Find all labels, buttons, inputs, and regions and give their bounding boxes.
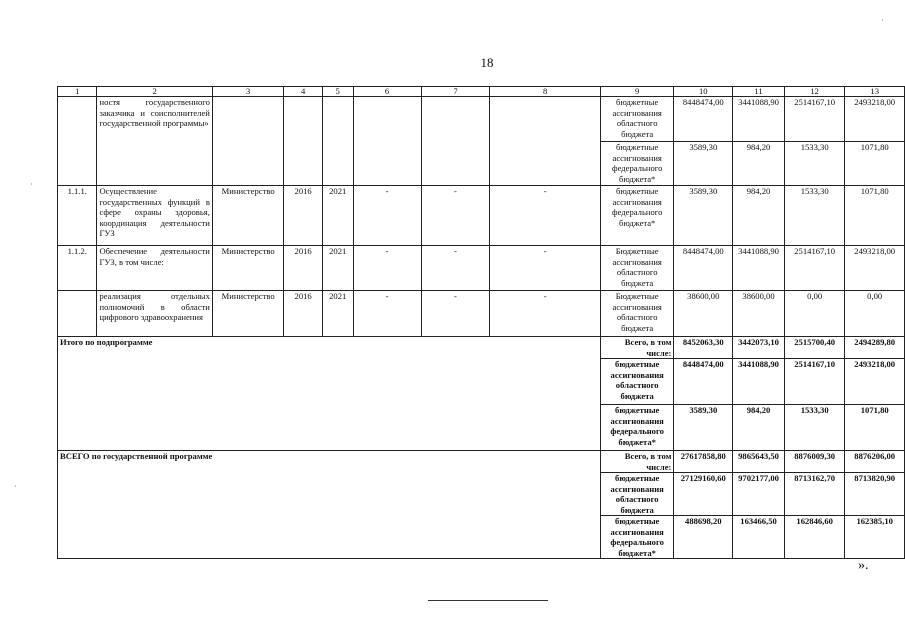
value-cell: 0,00 bbox=[845, 291, 905, 337]
header-cell: 8 bbox=[490, 87, 601, 97]
funding-source-cell: Всего, в том числе: bbox=[600, 451, 673, 473]
col8-cell: - bbox=[490, 246, 601, 291]
value-cell: 3441088,90 bbox=[733, 359, 785, 405]
value-cell: 8713162,70 bbox=[784, 473, 844, 516]
value-cell: 984,20 bbox=[733, 405, 785, 451]
value-cell: 162846,60 bbox=[784, 516, 844, 559]
value-cell: 3589,30 bbox=[674, 142, 733, 186]
col7-cell: - bbox=[421, 291, 490, 337]
header-cell: 13 bbox=[845, 87, 905, 97]
value-cell: 2494289,80 bbox=[845, 337, 905, 359]
col6-cell: - bbox=[353, 186, 421, 246]
value-cell: 0,00 bbox=[784, 291, 844, 337]
value-cell: 488698,20 bbox=[674, 516, 733, 559]
funding-source-cell: бюджетные ассигнования областного бюджета bbox=[600, 97, 673, 142]
value-cell: 2514167,10 bbox=[784, 246, 844, 291]
funding-source-cell: бюджетные ассигнования областного бюджета bbox=[600, 359, 673, 405]
value-cell: 984,20 bbox=[733, 186, 785, 246]
header-cell: 4 bbox=[284, 87, 322, 97]
header-row bbox=[58, 87, 905, 97]
row-number-cell: 1.1.1. bbox=[58, 186, 97, 246]
subtotal-row bbox=[58, 337, 905, 359]
value-cell: 163466,50 bbox=[733, 516, 785, 559]
col6-cell: - bbox=[353, 291, 421, 337]
value-cell: 8448474,00 bbox=[674, 246, 733, 291]
value-cell: 1533,30 bbox=[784, 186, 844, 246]
row-number-cell bbox=[58, 97, 97, 186]
page-number: 18 bbox=[480, 55, 494, 70]
header-cell: 2 bbox=[97, 87, 212, 97]
value-cell: 2514167,10 bbox=[784, 97, 844, 142]
value-cell: 2514167,10 bbox=[784, 359, 844, 405]
value-cell: 3589,30 bbox=[674, 186, 733, 246]
value-cell: 2515700,40 bbox=[784, 337, 844, 359]
subtotal-label: Итого по подпрограмме bbox=[58, 337, 601, 451]
measure-name-cell: реализация отдельных полномочий в области цифрового здравоохранения bbox=[97, 291, 212, 337]
value-cell: 1071,80 bbox=[845, 142, 905, 186]
value-cell: 8452063,30 bbox=[674, 337, 733, 359]
value-cell: 2493218,00 bbox=[845, 359, 905, 405]
row-number-cell bbox=[58, 291, 97, 337]
value-cell: 3442073,10 bbox=[733, 337, 785, 359]
funding-source-cell: бюджетные ассигнования областного бюджета bbox=[600, 473, 673, 516]
end-year-cell bbox=[322, 97, 353, 186]
table-row bbox=[58, 246, 905, 291]
end-year-cell: 2021 bbox=[322, 246, 353, 291]
value-cell: 8876206,00 bbox=[845, 451, 905, 473]
budget-table bbox=[57, 86, 905, 559]
value-cell: 162385,10 bbox=[845, 516, 905, 559]
header-cell: 7 bbox=[421, 87, 490, 97]
col8-cell: - bbox=[490, 186, 601, 246]
value-cell: 38600,00 bbox=[674, 291, 733, 337]
funding-source-cell: бюджетные ассигнования федерального бюджета* bbox=[600, 405, 673, 451]
funding-source-cell: бюджетные ассигнования федерального бюджета* bbox=[600, 186, 673, 246]
start-year-cell bbox=[284, 97, 322, 186]
funding-source-cell: бюджетные ассигнования федерального бюджета* bbox=[600, 142, 673, 186]
col8-cell bbox=[490, 97, 601, 186]
total-row bbox=[58, 451, 905, 473]
value-cell: 3441088,90 bbox=[733, 246, 785, 291]
value-cell: 9865643,50 bbox=[733, 451, 785, 473]
measure-name-cell: ностя государственного заказчика и соисполнителей государственной программы» bbox=[97, 97, 212, 186]
closing-quote: ». bbox=[858, 558, 869, 573]
table-row bbox=[58, 97, 905, 142]
value-cell: 1071,80 bbox=[845, 405, 905, 451]
value-cell: 1533,30 bbox=[784, 405, 844, 451]
measure-name-cell: Обеспечение деятельности ГУЗ, в том числе: bbox=[97, 246, 212, 291]
executor-cell: Министерство bbox=[212, 246, 284, 291]
row-number-cell: 1.1.2. bbox=[58, 246, 97, 291]
funding-source-cell: Всего, в том числе: bbox=[600, 337, 673, 359]
footer-divider bbox=[428, 600, 548, 601]
table-row bbox=[58, 291, 905, 337]
header-cell: 11 bbox=[733, 87, 785, 97]
header-cell: 12 bbox=[784, 87, 844, 97]
header-cell: 3 bbox=[212, 87, 284, 97]
table-row bbox=[58, 186, 905, 246]
header-cell: 9 bbox=[600, 87, 673, 97]
value-cell: 984,20 bbox=[733, 142, 785, 186]
value-cell: 2493218,00 bbox=[845, 246, 905, 291]
scan-speck: · bbox=[30, 180, 33, 189]
executor-cell: Министерство bbox=[212, 186, 284, 246]
value-cell: 1071,80 bbox=[845, 186, 905, 246]
scan-speck: · bbox=[881, 16, 884, 25]
value-cell: 38600,00 bbox=[733, 291, 785, 337]
col7-cell bbox=[421, 97, 490, 186]
value-cell: 8448474,00 bbox=[674, 359, 733, 405]
header-cell: 1 bbox=[58, 87, 97, 97]
start-year-cell: 2016 bbox=[284, 291, 322, 337]
start-year-cell: 2016 bbox=[284, 186, 322, 246]
value-cell: 3589,30 bbox=[674, 405, 733, 451]
value-cell: 8448474,00 bbox=[674, 97, 733, 142]
executor-cell: Министерство bbox=[212, 291, 284, 337]
funding-source-cell: Бюджетные ассигнования областного бюджета bbox=[600, 246, 673, 291]
executor-cell bbox=[212, 97, 284, 186]
value-cell: 8876009,30 bbox=[784, 451, 844, 473]
value-cell: 1533,30 bbox=[784, 142, 844, 186]
col7-cell: - bbox=[421, 246, 490, 291]
value-cell: 27617858,80 bbox=[674, 451, 733, 473]
value-cell: 3441088,90 bbox=[733, 97, 785, 142]
col8-cell: - bbox=[490, 291, 601, 337]
col6-cell bbox=[353, 97, 421, 186]
col6-cell: - bbox=[353, 246, 421, 291]
funding-source-cell: бюджетные ассигнования федерального бюджета* bbox=[600, 516, 673, 559]
value-cell: 27129160,60 bbox=[674, 473, 733, 516]
scan-speck: · bbox=[14, 482, 17, 491]
header-cell: 10 bbox=[674, 87, 733, 97]
value-cell: 2493218,00 bbox=[845, 97, 905, 142]
value-cell: 8713820,90 bbox=[845, 473, 905, 516]
funding-source-cell: Бюджетные ассигнования областного бюджета bbox=[600, 291, 673, 337]
end-year-cell: 2021 bbox=[322, 186, 353, 246]
header-cell: 5 bbox=[322, 87, 353, 97]
col7-cell: - bbox=[421, 186, 490, 246]
total-label: ВСЕГО по государственной программе bbox=[58, 451, 601, 559]
end-year-cell: 2021 bbox=[322, 291, 353, 337]
start-year-cell: 2016 bbox=[284, 246, 322, 291]
measure-name-cell: Осуществление государственных функций в сфере охраны здоровья, координация деятельности ГУЗ bbox=[97, 186, 212, 246]
header-cell: 6 bbox=[353, 87, 421, 97]
value-cell: 9702177,00 bbox=[733, 473, 785, 516]
